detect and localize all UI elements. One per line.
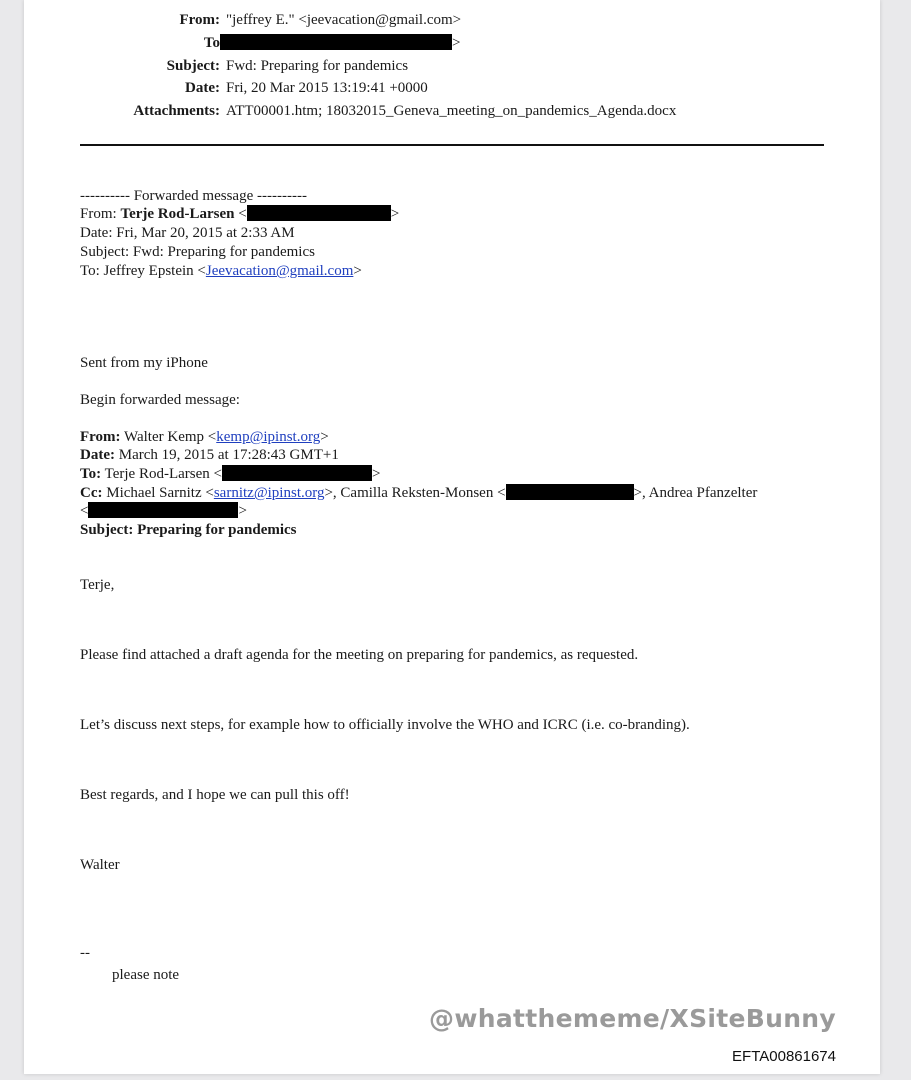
begin-forwarded-line: Begin forwarded message: bbox=[80, 392, 240, 408]
forward1-to-suffix: > bbox=[353, 263, 362, 279]
forward2-cc-label: Cc: bbox=[80, 485, 103, 501]
header-to-suffix: > bbox=[452, 35, 461, 51]
body-paragraph-2: Let’s discuss next steps, for example how to officially involve the WHO and ICRC (i.e. co-branding). bbox=[80, 717, 690, 733]
forward1-subject: Subject: Fwd: Preparing for pandemics bbox=[80, 244, 315, 260]
redaction-bar bbox=[222, 465, 372, 481]
forward2-cc-line2-lt: < bbox=[80, 503, 89, 519]
forward1-to-prefix: To: Jeffrey Epstein < bbox=[80, 263, 206, 279]
email-link[interactable]: Jeevacation@gmail.com bbox=[205, 263, 354, 279]
document-id: EFTA00861674 bbox=[732, 1048, 836, 1065]
header-attachments-value: ATT00001.htm; 18032015_Geneva_meeting_on_pandemics_Agenda.docx bbox=[226, 103, 677, 119]
forward1-date: Date: Fri, Mar 20, 2015 at 2:33 AM bbox=[80, 225, 295, 241]
forward2-from-name: Walter Kemp < bbox=[120, 429, 217, 445]
forward1-from-gt: > bbox=[390, 206, 400, 222]
header-subject-label: Subject: bbox=[166, 58, 220, 74]
header-date-value: Fri, 20 Mar 2015 13:19:41 +0000 bbox=[226, 80, 428, 96]
forward1-from-prefix: From: bbox=[80, 206, 121, 222]
header-from-value: "jeffrey E." <jeevacation@gmail.com> bbox=[226, 12, 462, 28]
forward1-from-lt: < bbox=[234, 206, 247, 222]
email-link[interactable]: kemp@ipinst.org bbox=[216, 429, 321, 445]
forward1-to bbox=[80, 262, 362, 280]
document-page bbox=[24, 0, 880, 1074]
body-signature: Walter bbox=[80, 857, 120, 873]
forward2-subject: Subject: Preparing for pandemics bbox=[80, 522, 297, 538]
forward1-from-name: Terje Rod-Larsen bbox=[120, 206, 235, 222]
forward2-to-gt: > bbox=[371, 466, 381, 482]
watermark-text: @whatthememe/XSiteBunny bbox=[429, 1004, 836, 1033]
forward2-cc-name1: Michael Sarnitz < bbox=[102, 485, 214, 501]
forward2-to-value: Terje Rod-Larsen < bbox=[101, 466, 222, 482]
header-to-value bbox=[220, 34, 460, 52]
forward2-to bbox=[80, 465, 380, 483]
forward-marker: ---------- Forwarded message ---------- bbox=[80, 188, 307, 204]
forward2-cc bbox=[80, 484, 757, 502]
signature-note: please note bbox=[112, 967, 180, 983]
header-to-label: To bbox=[203, 35, 220, 51]
forward1-from bbox=[80, 205, 399, 223]
header-divider bbox=[80, 144, 824, 146]
redaction-bar bbox=[220, 34, 452, 50]
forward2-from-label: From: bbox=[80, 429, 121, 445]
signature-separator: -- bbox=[80, 945, 90, 961]
forward2-date-label: Date: bbox=[80, 447, 115, 463]
redaction-bar bbox=[247, 205, 391, 221]
redaction-bar bbox=[506, 484, 634, 500]
forward2-cc-mid: >, Camilla Reksten-Monsen < bbox=[324, 485, 506, 501]
forward2-cc-end: >, Andrea Pfanzelter bbox=[633, 485, 758, 501]
redaction-bar bbox=[88, 502, 238, 518]
body-greeting: Terje, bbox=[80, 577, 115, 593]
forward2-cc-line2 bbox=[80, 502, 247, 520]
body-paragraph-1: Please find attached a draft agenda for the meeting on preparing for pandemics, as requested. bbox=[80, 647, 639, 663]
header-date-label: Date: bbox=[185, 80, 220, 96]
forward2-from bbox=[80, 428, 329, 446]
body-paragraph-3: Best regards, and I hope we can pull this off! bbox=[80, 787, 350, 803]
forward2-to-label: To: bbox=[80, 466, 102, 482]
header-from-label: From: bbox=[179, 12, 220, 28]
forward2-date bbox=[80, 446, 339, 464]
forward2-date-value: March 19, 2015 at 17:28:43 GMT+1 bbox=[114, 447, 339, 463]
header-subject-value: Fwd: Preparing for pandemics bbox=[226, 58, 409, 74]
forward2-cc-line2-gt: > bbox=[238, 503, 247, 519]
header-attachments-label: Attachments: bbox=[133, 103, 220, 119]
sent-from-line: Sent from my iPhone bbox=[80, 355, 208, 371]
forward2-from-gt: > bbox=[320, 429, 329, 445]
email-link[interactable]: sarnitz@ipinst.org bbox=[213, 485, 325, 501]
